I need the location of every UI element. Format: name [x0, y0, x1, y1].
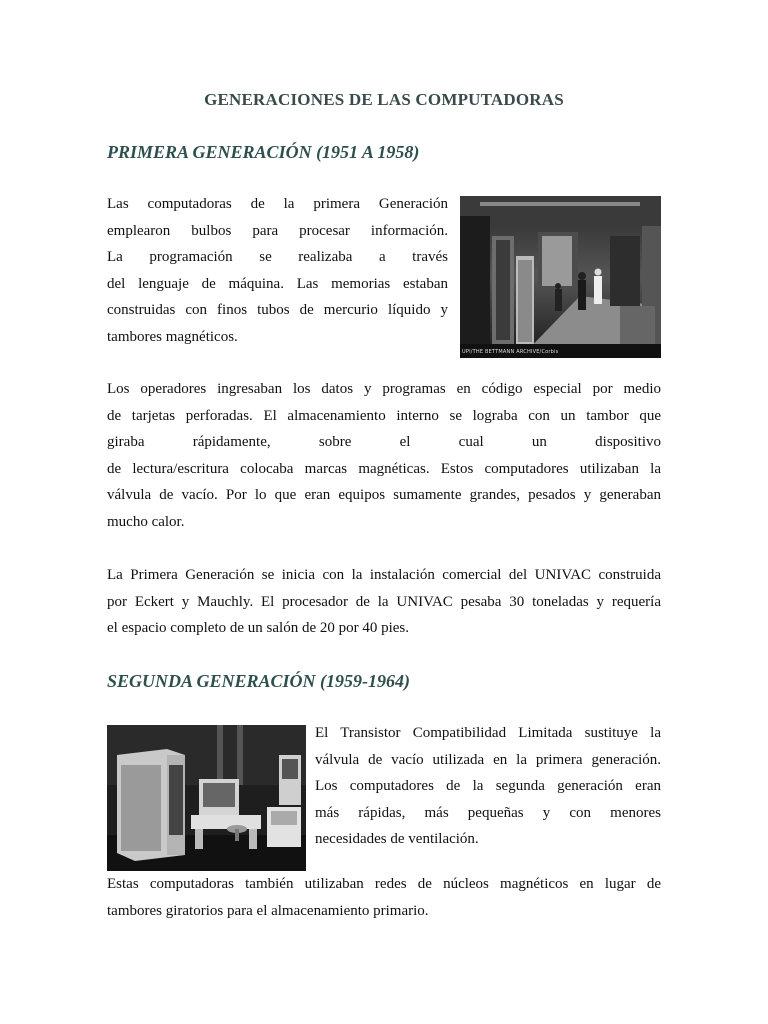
text-line: Estas computadoras también utilizaban redes de núcleos magnéticos en lugar de	[107, 876, 661, 892]
text-line: necesidades de ventilación.	[315, 831, 479, 847]
paragraph-segunda-2	[107, 871, 661, 924]
paragraph-primera-3	[107, 562, 661, 642]
transistor-computer-photo	[107, 725, 306, 871]
text-line: tambores magnéticos.	[107, 328, 238, 345]
paragraph-primera-2	[107, 376, 661, 535]
text-line: de lectura/escritura colocaba marcas magnéticas. Estos computadores utilizaban la	[107, 460, 661, 477]
text-line: Los operadores ingresaban los datos y programas en código especial por medio	[107, 381, 661, 397]
photo-credit: UPI/THE BETTMANN ARCHIVE/Corbis	[462, 349, 559, 355]
text-line: tambores giratorios para el almacenamiento primario.	[107, 902, 429, 919]
paragraph-segunda-1	[315, 720, 661, 853]
heading-primera-generacion: PRIMERA GENERACIÓN (1951 A 1958)	[107, 142, 420, 162]
text-line: válvula de vacío utilizada en la primera generación.	[315, 751, 661, 768]
text-line: giraba rápidamente, sobre el cual un dispositivo	[107, 434, 661, 450]
paragraph-primera-1	[107, 191, 448, 350]
text-line: La programación se realizaba a través	[107, 249, 448, 265]
text-line: del lenguaje de máquina. Las memorias estaban	[107, 275, 448, 292]
text-line: La Primera Generación se inicia con la instalación comercial del UNIVAC construida	[107, 567, 661, 583]
univac-photo	[460, 196, 661, 358]
text-line: de tarjetas perforadas. El almacenamiento interno se lograba con un tambor que	[107, 407, 661, 424]
text-line: El Transistor Compatibilidad Limitada sustituye la	[315, 725, 661, 741]
text-line: Las computadoras de la primera Generación	[107, 196, 448, 212]
text-line: construidas con finos tubos de mercurio líquido y	[107, 302, 448, 318]
heading-segunda-generacion: SEGUNDA GENERACIÓN (1959-1964)	[107, 671, 411, 691]
text-line: válvula de vacío. Por lo que eran equipos sumamente grandes, pesados y generaban	[107, 487, 661, 503]
text-line: emplearon bulbos para procesar información.	[107, 222, 448, 239]
document-title: GENERACIONES DE LAS COMPUTADORAS	[204, 90, 564, 109]
text-line: el espacio completo de un salón de 20 por 40 pies.	[107, 620, 410, 636]
text-line: más rápidas, más pequeñas y con menores	[315, 804, 661, 821]
text-line: por Eckert y Mauchly. El procesador de la UNIVAC pesaba 30 toneladas y requería	[107, 593, 661, 610]
text-line: mucho calor.	[107, 513, 185, 530]
text-line: Los computadores de la segunda generación eran	[315, 778, 661, 794]
